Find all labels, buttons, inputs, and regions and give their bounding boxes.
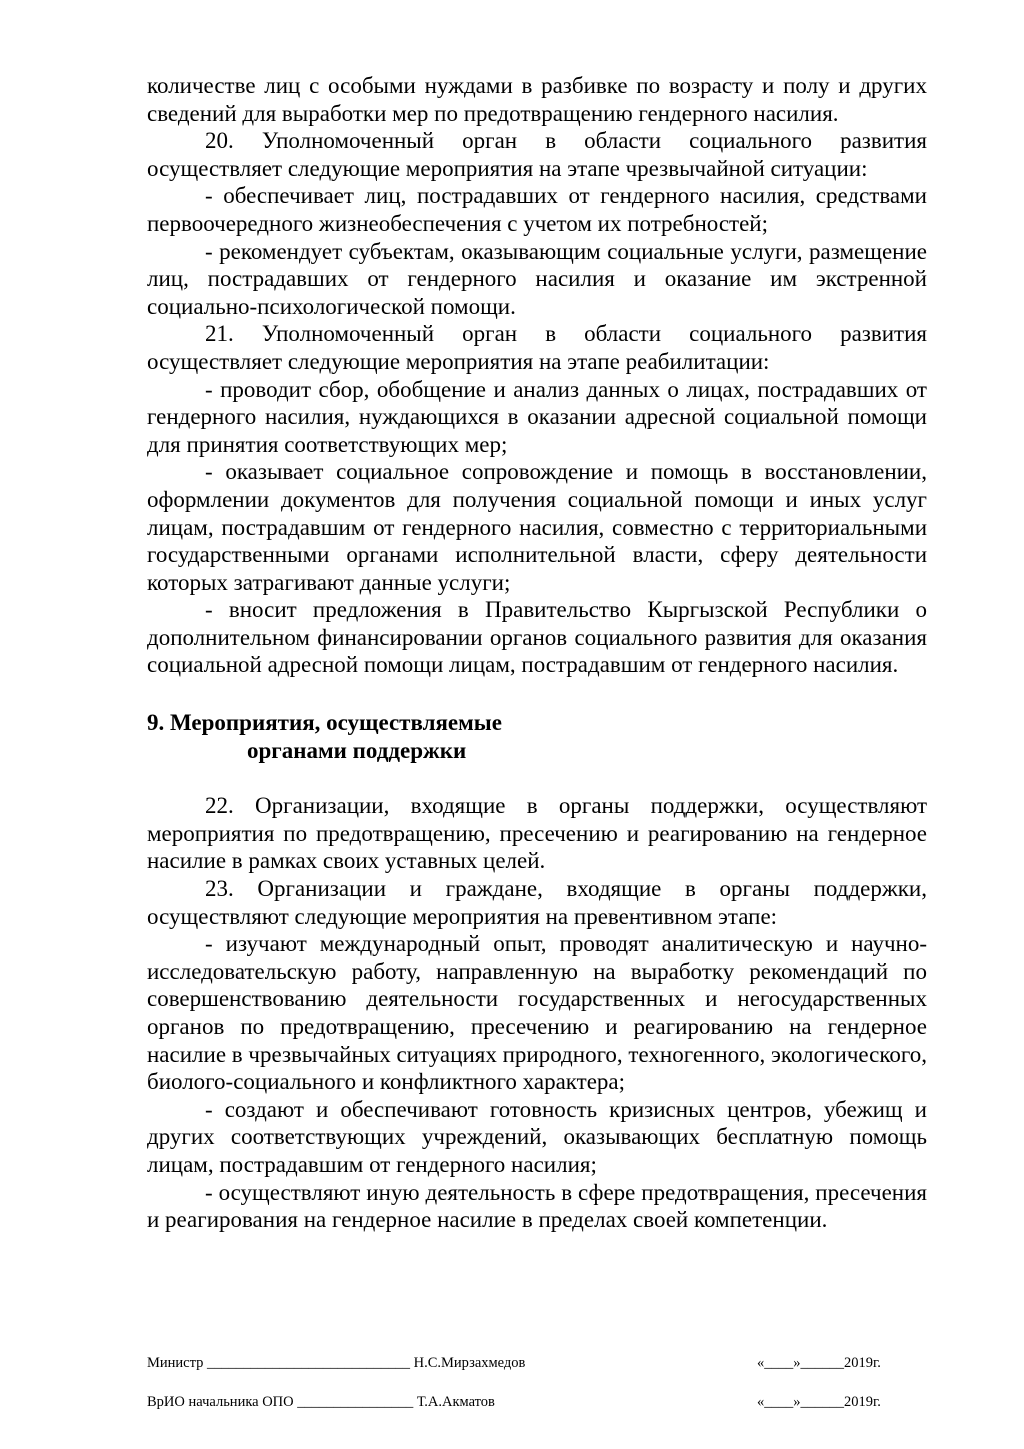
- paragraph-continuation: количестве лиц с особыми нуждами в разбивке по возрасту и полу и других сведений для выработки мер по предотвращению гендерного насилия.: [147, 73, 927, 126]
- section-heading-line2: органами поддержки: [247, 737, 467, 763]
- list-item: - обеспечивает лиц, пострадавших от гендерного насилия, средствами первоочередного жизнеобеспечения с учетом их потребностей;: [147, 183, 927, 236]
- section-heading: [147, 709, 927, 764]
- list-item: - проводит сбор, обобщение и анализ данных о лицах, пострадавших от гендерного насилия, нуждающихся в оказании адресной социальной помощи для принятия соответствующих мер;: [147, 376, 927, 457]
- paragraph-item-23: 23. Организации и граждане, входящие в органы поддержки, осуществляют следующие мероприятия на превентивном этапе:: [147, 876, 927, 929]
- list-item: - рекомендует субъектам, оказывающим социальные услуги, размещение лиц, пострадавших от гендерного насилия и оказание им экстренной социально-психологической помощи.: [147, 238, 927, 319]
- section-heading-line1: 9. Мероприятия, осуществляемые: [147, 710, 502, 736]
- vrio-signature: ВрИО начальника ОПО ________________ Т.А.Акматов: [147, 1394, 495, 1410]
- paragraph-item-21: 21. Уполномоченный орган в области социального развития осуществляет следующие мероприятия на этапе реабилитации:: [147, 321, 927, 374]
- vrio-date: «____»______2019г.: [757, 1394, 881, 1410]
- minister-signature: Министр ____________________________ Н.С.Мирзахмедов: [147, 1355, 526, 1371]
- paragraph-item-20: 20. Уполномоченный орган в области социального развития осуществляет следующие мероприятия на этапе чрезвычайной ситуации:: [147, 128, 927, 181]
- list-item: - вносит предложения в Правительство Кыргызской Республики о дополнительном финансировании органов социального развития для оказания социальной адресной помощи лицам, пострадавшим от гендерного насилия.: [147, 597, 927, 678]
- list-item: - осуществляют иную деятельность в сфере предотвращения, пресечения и реагирования на гендерное насилие в пределах своей компетенции.: [147, 1179, 927, 1233]
- list-item: - создают и обеспечивают готовность кризисных центров, убежищ и других соответствующих учреждений, оказывающих бесплатную помощь лицам, пострадавшим от гендерного насилия;: [147, 1096, 927, 1177]
- list-item: - изучают международный опыт, проводят аналитическую и научно-исследовательскую работу, направленную на выработку рекомендаций по совершенствованию деятельности государственных и негосударственных органов по предотвращению, пресечению и реагированию на гендерное насилие в чрезвычайных ситуациях природного, техногенного, экологического, биолого-социального и конфликтного характера;: [147, 931, 927, 1095]
- minister-date: «____»______2019г.: [757, 1355, 881, 1371]
- document-body: [147, 72, 927, 1234]
- list-item: - оказывает социальное сопровождение и помощь в восстановлении, оформлении документов для получения социальной помощи и иных услуг лицам, пострадавшим от гендерного насилия, совместно с территориальными государственными органами исполнительной власти, сферу деятельности которых затрагивают данные услуги;: [147, 459, 927, 595]
- paragraph-item-22: 22. Организации, входящие в органы поддержки, осуществляют мероприятия по предотвращению, пресечению и реагированию на гендерное насилие в рамках своих уставных целей.: [147, 793, 927, 874]
